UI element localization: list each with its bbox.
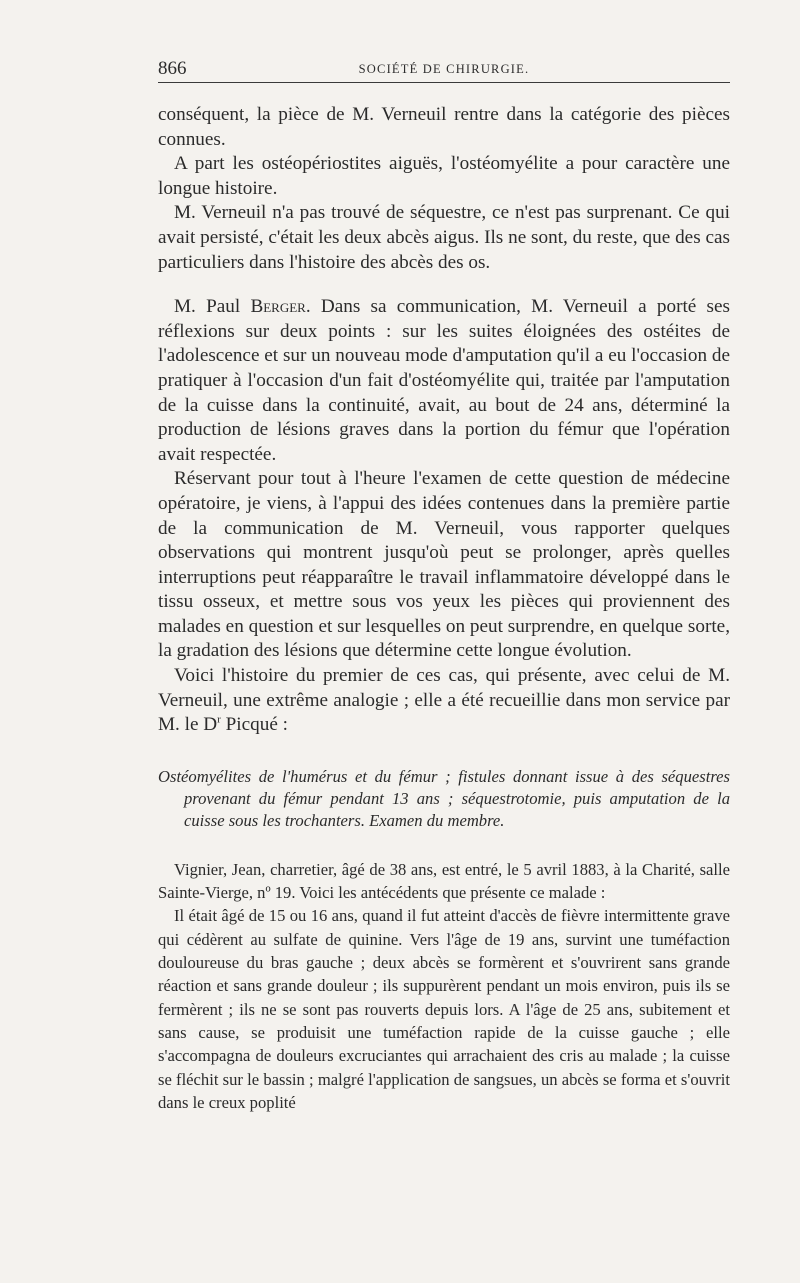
- observation-paragraph: Il était âgé de 15 ou 16 ans, quand il fut atteint d'accès de fièvre intermittente grave qui cédèrent au sulfate de quinine. Vers l'âge de 19 ans, survint une tuméfaction douloureuse du bras gauche ; deux abcès se formèrent et s'ouvrirent sans grande réaction et sans grande douleur ; ils suppurèrent pendant un mois environ, puis ils se fermèrent ; ils ne se sont pas rouverts depuis lors. A l'âge de 25 ans, subitement et sans cause, se produisit une tuméfaction rapide de la cuisse gauche ; elle s'accompagna de douleurs excruciantes qui arrachaient des cris au malade ; la cuisse se fléchit sur le bassin ; malgré l'application de sangsues, un abcès se forma et s'ouvrit dans le creux poplité: [158, 906, 730, 1112]
- paragraph-text: Voici l'histoire du premier de ces cas, qui présente, avec celui de M. Verneuil, une extrême analogie ; elle a été recueillie dans mon service par M. le D: [158, 665, 730, 736]
- paragraph: conséquent, la pièce de M. Verneuil rentre dans la catégorie des pièces connues.: [158, 104, 730, 150]
- paragraph: A part les ostéopériostites aiguës, l'ostéomyélite a pour caractère une longue histoire.: [158, 153, 730, 199]
- observation-paragraph: Vignier, Jean, charretier, âgé de 38 ans, est entré, le 5 avril 1883, à la Charité, salle Sainte-Vierge, nº 19. Voici les antécédents que présente ce malade :: [158, 859, 730, 903]
- main-text: [158, 103, 730, 1114]
- speaker-prefix: M. Paul: [174, 296, 251, 318]
- paragraph-text: Picqué :: [220, 714, 288, 736]
- page-number: 866: [158, 58, 187, 79]
- paragraph-berger: [158, 295, 730, 467]
- book-page: [158, 52, 730, 1114]
- superscript: r: [217, 713, 221, 726]
- page-header: [158, 52, 730, 83]
- paragraph: Réservant pour tout à l'heure l'examen de cette question de médecine opératoire, je viens, à l'appui des idées contenues dans la première partie de la communication de M. Verneuil, vous rapporter quelques observations qui montrent jusqu'où peut se prolonger, après quelles interruptions peut réapparaître le travail inflammatoire développé dans le tissu osseux, et mettre sous vos yeux les pièces qui proviennent des malades en question et sur lesquelles on peut surprendre, en quelque sorte, la gradation des lésions que détermine cette longue évolution.: [158, 468, 730, 662]
- paragraph: [158, 664, 730, 738]
- paragraph: M. Verneuil n'a pas trouvé de séquestre, ce n'est pas surprenant. Ce qui avait persisté, c'était les deux abcès aigus. Ils ne sont, du reste, que des cas particuliers dans l'histoire des abcès des os.: [158, 202, 730, 273]
- observation-title: Ostéomyélites de l'humérus et du fémur ; fistules donnant issue à des séquestres provenant du fémur pendant 13 ans ; séquestrotomie, puis amputation de la cuisse sous les trochanters. Examen du membre.: [158, 766, 730, 830]
- speaker-name: Berger: [250, 296, 306, 318]
- running-head: SOCIÉTÉ DE CHIRURGIE.: [358, 62, 530, 76]
- paragraph-text: . Dans sa communication, M. Verneuil a porté ses réflexions sur deux points : sur les suites éloignées des ostéites de l'adolescence et sur un nouveau mode d'amputation qu'il a eu l'occasion de pratiquer à l'occasion d'un fait d'ostéomyélite qui, traitée par l'amputation de la cuisse dans la continuité, avait, au bout de 24 ans, déterminé la production de lésions graves dans la portion du fémur que l'opération avait respectée.: [158, 296, 730, 465]
